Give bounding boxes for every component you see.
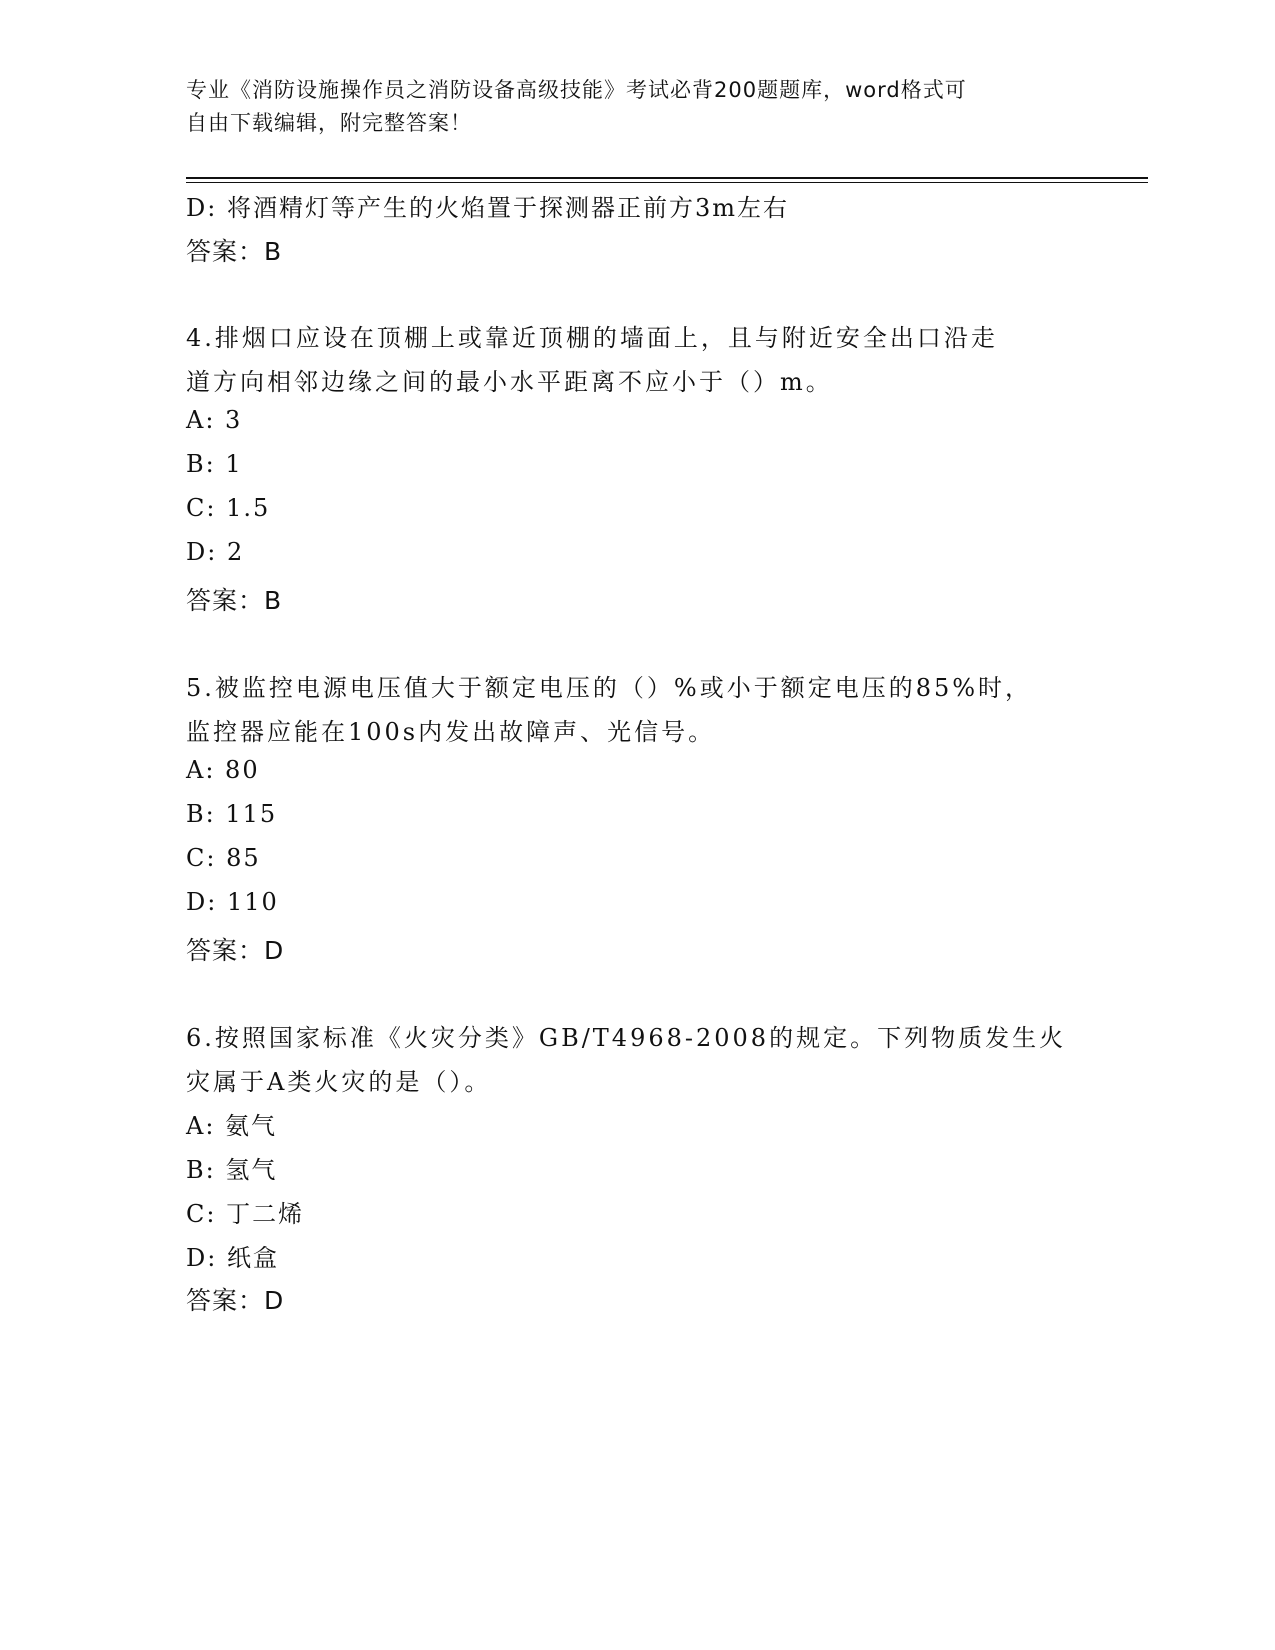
question-4-option-c: C: 1.5 [186,494,271,522]
question-4-option-b: B: 1 [186,450,243,478]
question-5-option-c: C: 85 [186,844,261,872]
prev-question-option-d: D: 将酒精灯等产生的火焰置于探测器正前方3m左右 [186,194,789,222]
question-6-text-line-1: 6.按照国家标准《火灾分类》GB/T4968-2008的规定。下列物质发生火 [186,1024,1067,1052]
question-4-text-line-2: 道方向相邻边缘之间的最小水平距离不应小于（）m。 [186,368,833,396]
question-6-answer: 答案：D [186,1286,285,1315]
question-5-option-d: D: 110 [186,888,279,916]
question-6-option-a: A: 氨气 [186,1112,278,1140]
question-6-text-line-2: 灾属于A类火灾的是（）。 [186,1068,492,1096]
question-5-text-line-2: 监控器应能在100s内发出故障声、光信号。 [186,718,716,746]
question-5-text-line-1: 5.被监控电源电压值大于额定电压的（）%或小于额定电压的85%时， [186,674,1033,702]
question-5-option-a: A: 80 [186,756,260,784]
header-line-1: 专业《消防设施操作员之消防设备高级技能》考试必背200题题库，word格式可 [186,78,967,102]
question-4-option-a: A: 3 [186,406,243,434]
header-divider-thick [186,177,1148,179]
question-4-answer: 答案：B [186,586,283,615]
document-header [186,74,1086,140]
question-6-option-c: C: 丁二烯 [186,1200,305,1228]
header-line-2: 自由下载编辑，附完整答案！ [186,111,472,135]
prev-question-answer: 答案：B [186,237,283,266]
question-6-option-d: D: 纸盒 [186,1244,279,1272]
question-4-text-line-1: 4.排烟口应设在顶棚上或靠近顶棚的墙面上，且与附近安全出口沿走 [186,324,998,352]
question-5-option-b: B: 115 [186,800,278,828]
question-5-answer: 答案：D [186,936,285,965]
question-6-option-b: B: 氢气 [186,1156,278,1184]
header-divider-thin [186,182,1148,183]
question-4-option-d: D: 2 [186,538,245,566]
